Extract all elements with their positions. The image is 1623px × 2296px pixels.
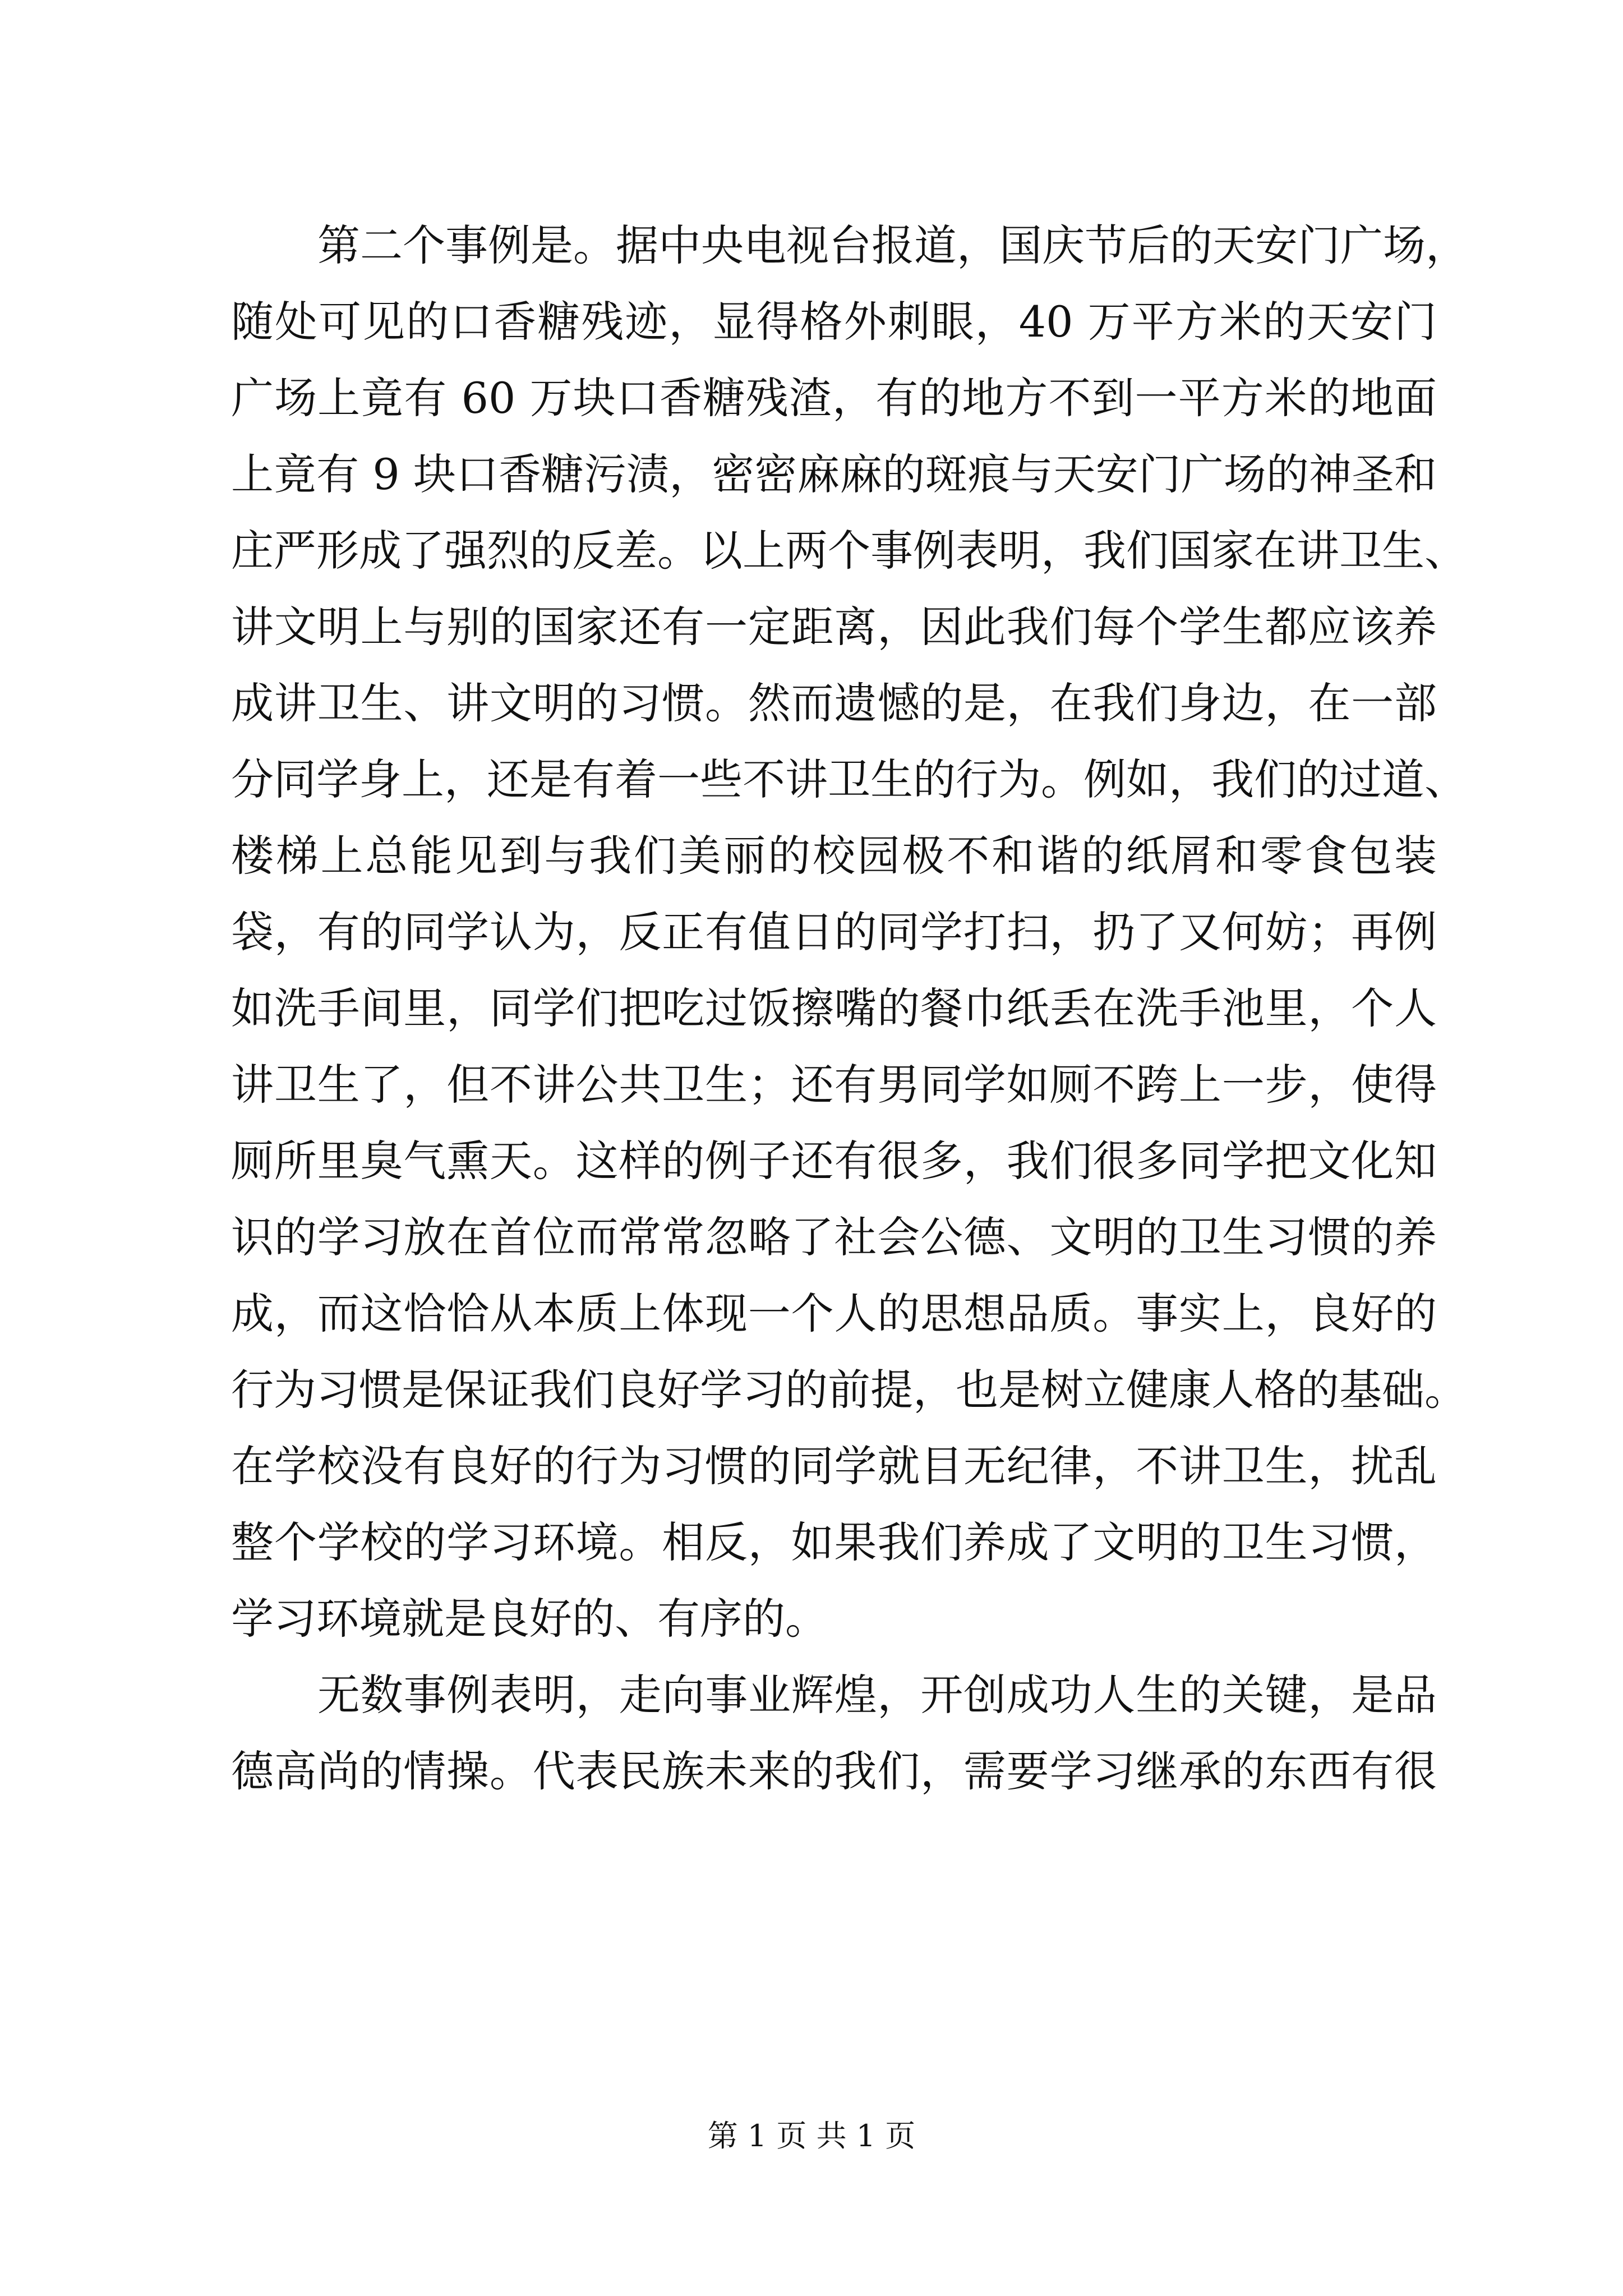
document-body [231, 208, 1468, 1810]
paragraph-1-line-2: 随处可见的口香糖残迹，显得格外刺眼，40 万平方米的天安门 [231, 297, 1437, 347]
paragraph-1-line-12: 讲卫生了，但不讲公共卫生；还有男同学如厕不跨上一步，使得 [231, 1060, 1437, 1110]
paragraph-1-line-9: 楼梯上总能见到与我们美丽的校园极不和谐的纸屑和零食包装 [231, 831, 1437, 881]
paragraph-1-line-16: 行为习惯是保证我们良好学习的前提，也是树立健康人格的基础。 [231, 1365, 1467, 1415]
paragraph-1-line-10: 袋，有的同学认为，反正有值日的同学打扫，扔了又何妨；再例 [231, 907, 1437, 957]
paragraph-1-line-13: 厕所里臭气熏天。这样的例子还有很多，我们很多同学把文化知 [231, 1136, 1437, 1186]
paragraph-2-line-2: 德高尚的情操。代表民族未来的我们，需要学习继承的东西有很 [231, 1746, 1437, 1796]
paragraph-1-line-3: 广场上竟有 60 万块口香糖残渣，有的地方不到一平方米的地面 [231, 373, 1437, 423]
paragraph-1-line-7: 成讲卫生、讲文明的习惯。然而遗憾的是，在我们身边，在一部 [231, 678, 1437, 728]
page-footer: 第 1 页 共 1 页 [707, 2118, 916, 2154]
paragraph-1-line-17: 在学校没有良好的行为习惯的同学就目无纪律，不讲卫生，扰乱 [231, 1441, 1437, 1491]
paragraph-1-line-15: 成，而这恰恰从本质上体现一个人的思想品质。事实上，良好的 [231, 1289, 1437, 1338]
paragraph-1-line-6: 讲文明上与别的国家还有一定距离，因此我们每个学生都应该养 [231, 602, 1437, 652]
paragraph-2-line-1: 无数事例表明，走向事业辉煌，开创成功人生的关键，是品 [317, 1670, 1437, 1720]
paragraph-1-line-11: 如洗手间里，同学们把吃过饭擦嘴的餐巾纸丢在洗手池里，个人 [231, 983, 1437, 1033]
paragraph-1-line-5: 庄严形成了强烈的反差。以上两个事例表明，我们国家在讲卫生、 [231, 526, 1467, 576]
paragraph-1-line-8: 分同学身上，还是有着一些不讲卫生的行为。例如，我们的过道、 [231, 754, 1467, 804]
paragraph-1-line-1: 第二个事例是。据中央电视台报道，国庆节后的天安门广场， [317, 220, 1468, 270]
paragraph-1-line-4: 上竟有 9 块口香糖污渍，密密麻麻的斑痕与天安门广场的神圣和 [231, 449, 1437, 499]
paragraph-1-line-18: 整个学校的学习环境。相反，如果我们养成了文明的卫生习惯， [231, 1517, 1437, 1567]
paragraph-1-line-19: 学习环境就是良好的、有序的。 [231, 1594, 828, 1644]
paragraph-1-line-14: 识的学习放在首位而常常忽略了社会公德、文明的卫生习惯的养 [231, 1212, 1437, 1262]
